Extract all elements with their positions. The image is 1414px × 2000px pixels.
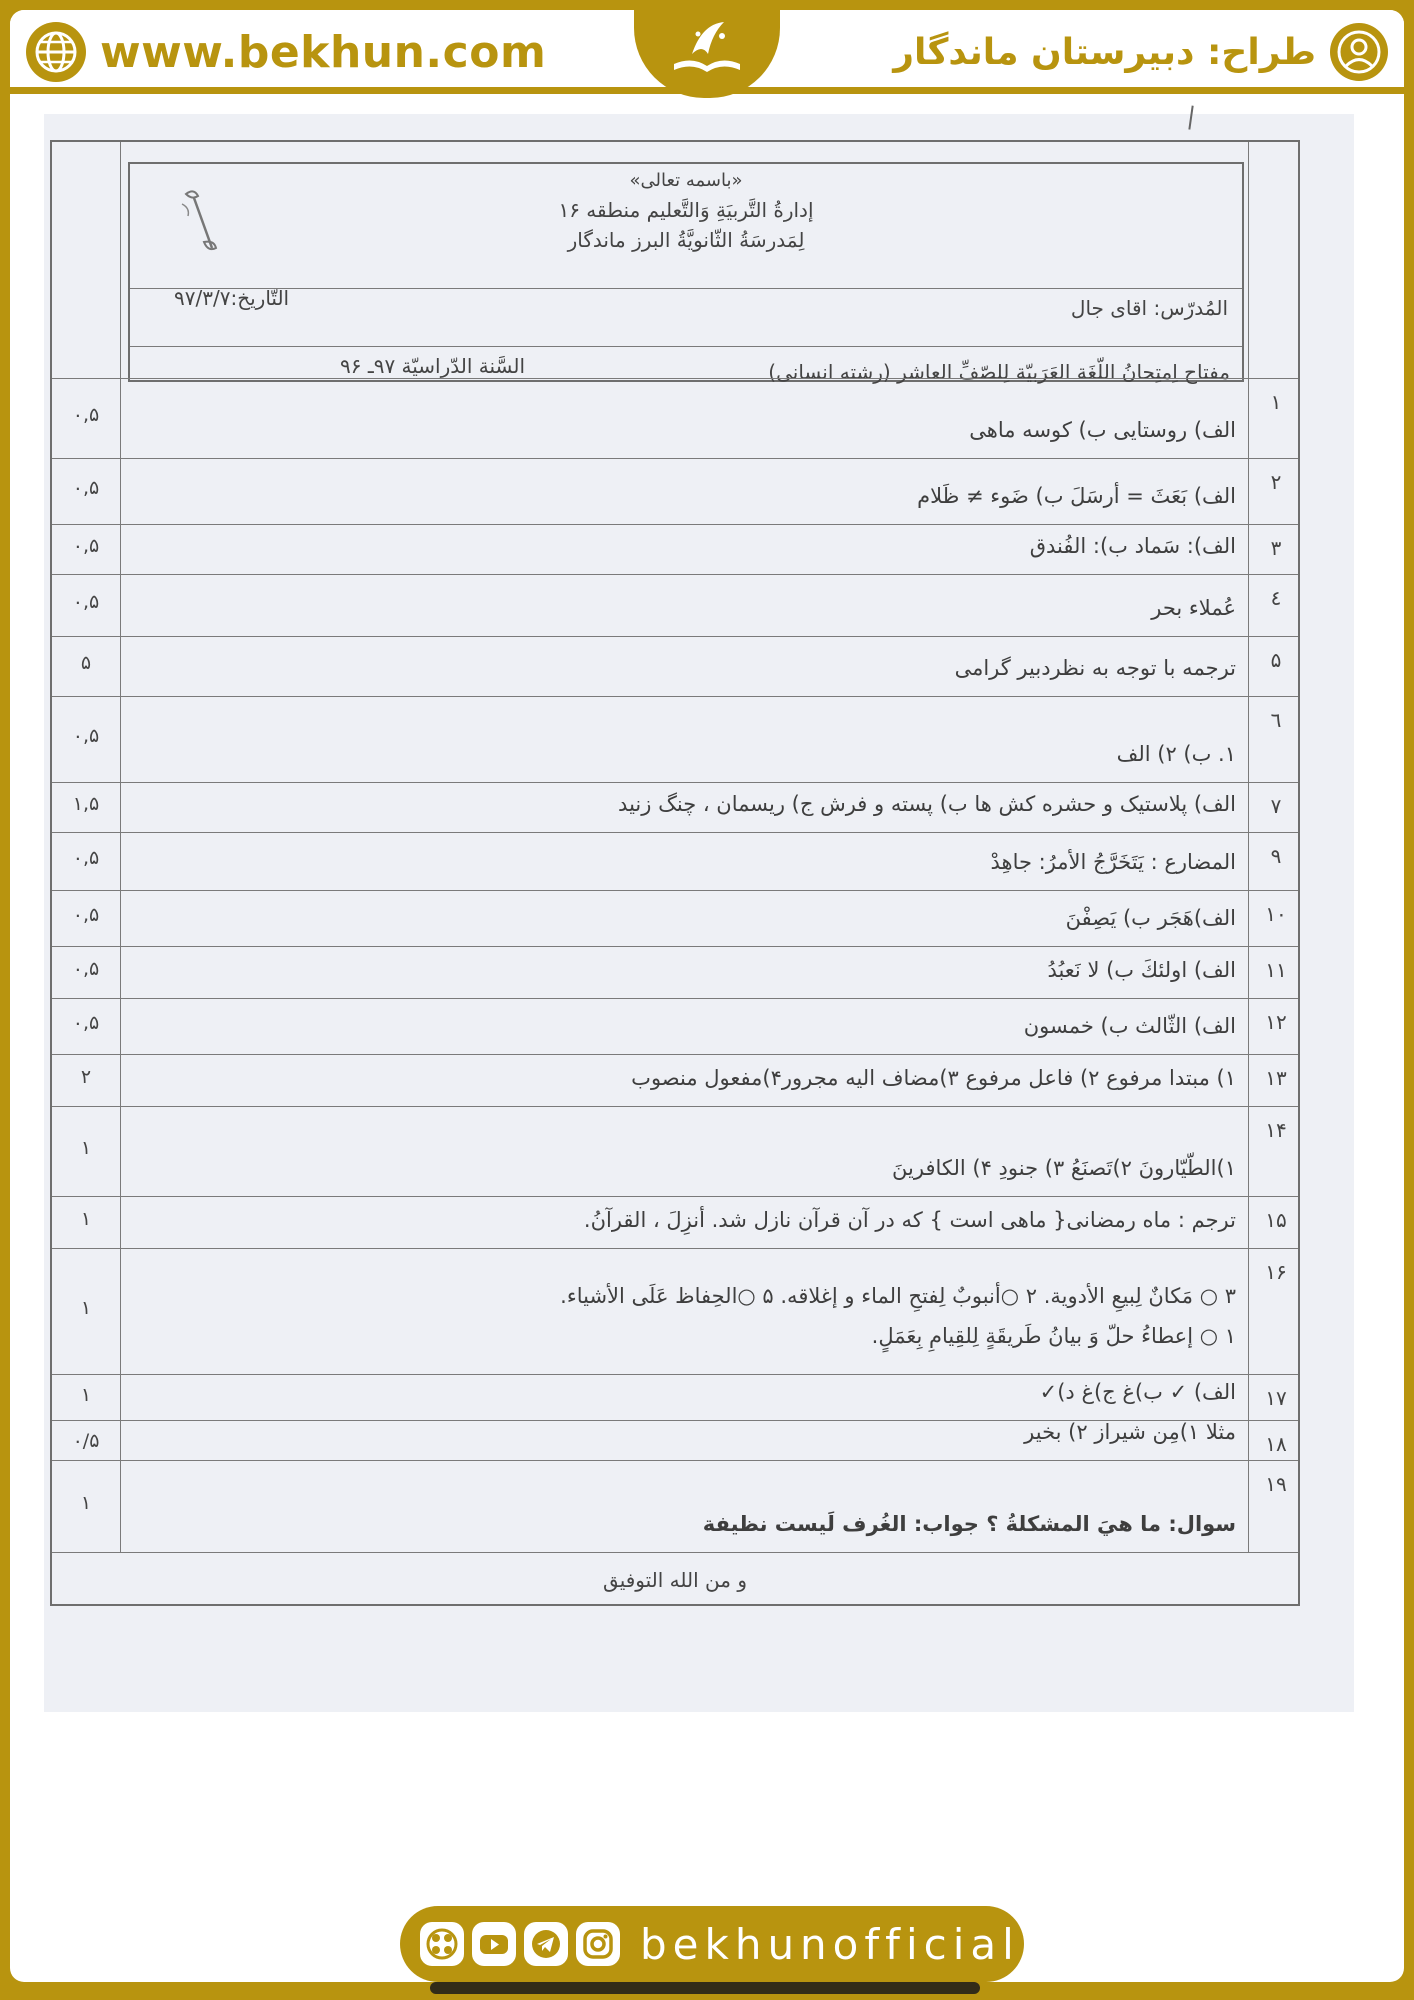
question-score: ۰,۵ [72, 725, 100, 747]
question-score: ۰,۵ [72, 904, 100, 926]
question-number: ۱۵ [1265, 1208, 1287, 1232]
row-divider [52, 946, 1298, 947]
site-url: www.bekhun.com [100, 26, 547, 78]
answer-text: الف)هَجَر ب) يَصِفْنَ [1065, 906, 1236, 930]
header-divider-2 [130, 346, 1242, 347]
question-number: ۱۸ [1265, 1432, 1287, 1456]
header-bar [10, 10, 1404, 94]
answer-text: المضارع : يَتَخَرَّجُ الأمرُ: جاهِدْ [990, 850, 1236, 874]
row-divider [52, 998, 1298, 999]
answer-text: سوال: ما هيَ المشكلةُ ؟ جواب: الغُرف لَيست نظيفة [702, 1512, 1236, 1536]
question-number: ۳ [1270, 536, 1282, 560]
site-link[interactable] [26, 20, 546, 84]
question-number: ۱۳ [1265, 1066, 1287, 1090]
question-score: ۰,۵ [72, 535, 100, 557]
question-score: ۱,۵ [72, 793, 100, 815]
page-frame [10, 10, 1404, 1982]
question-score: ۰,۵ [72, 1012, 100, 1034]
answer-text: ۱. ب) ۲) الف [1116, 742, 1236, 766]
row-divider [52, 524, 1298, 525]
user-icon [1330, 23, 1388, 81]
school-name: لِمَدرسَةُ الثّانويَّةُ البرز ماندگار [567, 228, 805, 252]
question-number: ۱۹ [1265, 1472, 1287, 1496]
answer-text: ترجم : ماه رمضانی{ ماهی است } که در آن قرآن نازل شد. أنزِلَ ، القرآنُ. [583, 1208, 1236, 1232]
number-column-line [1248, 142, 1249, 1552]
question-score: ۰/۵ [72, 1430, 100, 1452]
question-score: ۱ [80, 1297, 92, 1319]
question-score: ۰,۵ [72, 958, 100, 980]
answer-text: ۱)الطّيّارونَ ۲)تَصنَعُ ۳) جنودِ ۴) الكافرينَ [892, 1156, 1236, 1180]
row-divider [52, 574, 1298, 575]
answer-text: ترجمه با توجه به نظردبیر گرامی [954, 656, 1236, 680]
answer-text: الف) ✓ ب)غ ج)غ د)✓ [1039, 1380, 1236, 1404]
answer-text: الف) پلاستیک و حشره کش ها ب) پسته و فرش ج) ریسمان ، چنگ زنید [618, 792, 1236, 816]
question-number: ۱۷ [1265, 1386, 1287, 1410]
globe-icon [26, 22, 86, 82]
row-divider [52, 1248, 1298, 1249]
brand-logo [634, 10, 780, 98]
question-score: ۱ [80, 1137, 92, 1159]
question-number: ۵ [1270, 648, 1282, 672]
row-divider [52, 782, 1298, 783]
department-name: إدارةُ التَّربيَةِ وَالتَّعليم منطقه ۱۶ [558, 198, 814, 222]
answer-text: ۳ ○ مَكانٌ لِبيعِ الأدوية. ۲ ○أنبوبٌ لِفتحِ الماء و إغلاقه. ۵ ○الحِفاظ عَلَى الأشياء. [560, 1284, 1236, 1308]
footer-divider [52, 1552, 1298, 1553]
teacher-name: المُدرّس: اقای جال [1070, 296, 1228, 320]
row-divider [52, 1054, 1298, 1055]
row-divider [52, 1374, 1298, 1375]
score-column-line [120, 142, 121, 1552]
book-logo-icon [662, 14, 752, 84]
question-score: ۱ [80, 1208, 92, 1230]
question-number: ۱۲ [1265, 1010, 1287, 1034]
social-handle: bekhunofficial [640, 1919, 1020, 1969]
answer-text: الف) اولئكَ ب) لا نَعبُدُ [1047, 958, 1236, 982]
question-number: ۱ [1270, 390, 1282, 414]
social-bar[interactable] [400, 1906, 1024, 1982]
question-score: ۲ [80, 1066, 92, 1088]
aparat-icon[interactable] [420, 1922, 464, 1966]
question-number: ۷ [1270, 794, 1282, 818]
row-divider [52, 458, 1298, 459]
answer-text: الف) الثّالث ب) خمسون [1023, 1014, 1236, 1038]
row-divider [52, 832, 1298, 833]
question-number: ۹ [1270, 844, 1282, 868]
question-number: ٤ [1270, 586, 1282, 610]
closing-line: و من الله التوفيق [603, 1568, 747, 1592]
telegram-icon[interactable] [524, 1922, 568, 1966]
row-divider [52, 1106, 1298, 1107]
question-score: ۱ [80, 1492, 92, 1514]
youtube-icon[interactable] [472, 1922, 516, 1966]
row-divider [52, 636, 1298, 637]
question-score: ۰,۵ [72, 591, 100, 613]
header-divider [130, 288, 1242, 289]
exam-header-box [128, 162, 1244, 382]
exam-date: التّاريخ:۹۷/۳/۷ [174, 286, 290, 310]
question-number: ۱۴ [1265, 1118, 1287, 1142]
question-number: ۱۱ [1265, 958, 1287, 982]
question-score: ۰,۵ [72, 404, 100, 426]
answer-text: الف) بَعَثَ = أرسَلَ ب) ضَوء ≠ ظَلام [917, 484, 1236, 508]
bismillah: «باسمه تعالی» [629, 170, 743, 191]
question-score: ۰,۵ [72, 477, 100, 499]
answer-text: مثلا ۱)مِن شيراز ۲) بخير [1024, 1420, 1236, 1444]
row-divider [52, 1196, 1298, 1197]
answer-text: ۱) مبتدا مرفوع ۲) فاعل مرفوع ۳)مضاف اليه مجرور۴)مفعول منصوب [631, 1066, 1236, 1090]
question-score: ۱ [80, 1384, 92, 1406]
question-number: ۲ [1270, 470, 1282, 494]
answer-text: الف) روستایی ب) کوسه ماهی [969, 418, 1236, 442]
instagram-icon[interactable] [576, 1922, 620, 1966]
question-score: ۵ [80, 652, 92, 674]
pill-shadow [430, 1982, 980, 1994]
question-number: ۱۶ [1265, 1260, 1287, 1284]
designer-credit [893, 20, 1388, 84]
row-divider [52, 890, 1298, 891]
row-divider [52, 378, 1298, 379]
school-year: السَّنة الدّراسيّة ۹۷ـ ۹۶ [340, 354, 526, 378]
exam-title: مفتاح اِمتِحانُ اللّغَة العَرَبيّة لِلصّفِّ العاشر (رشته انسانی) [768, 360, 1230, 384]
question-number: ٦ [1270, 708, 1282, 732]
question-score: ۰,۵ [72, 847, 100, 869]
question-number: ۱۰ [1265, 902, 1287, 926]
row-divider [52, 1460, 1298, 1461]
row-divider [52, 696, 1298, 697]
designer-text: طراح: دبیرستان ماندگار [893, 31, 1316, 73]
answer-text: ۱ ○ إعطاءُ حلّ وَ بيانُ طَريقَةٍ لِلقِيامِ بِعَمَلٍ. [871, 1324, 1236, 1348]
answer-text: عُملاء بحر [1151, 596, 1236, 620]
answer-text: الف): سَماد ب): الفُندق [1029, 534, 1236, 558]
exam-sheet [50, 140, 1300, 1606]
